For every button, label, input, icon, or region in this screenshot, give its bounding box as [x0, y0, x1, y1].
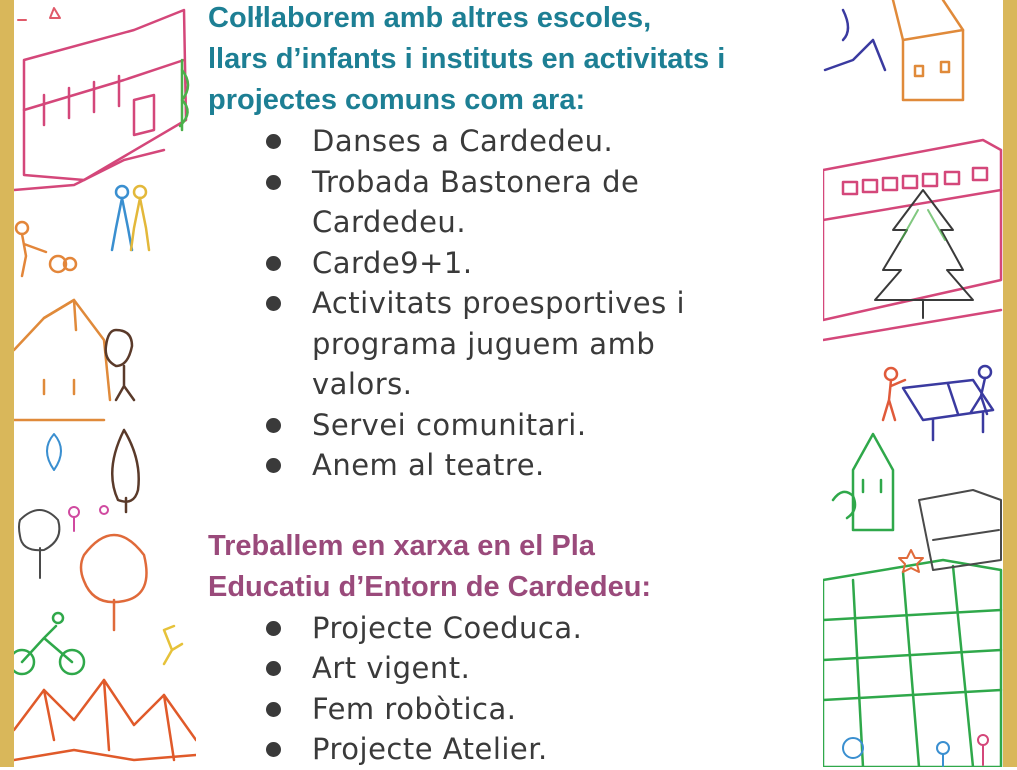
bullet-icon	[266, 418, 281, 433]
bullet-icon	[266, 256, 281, 271]
list-item	[208, 608, 820, 649]
list-item-text: Fem robòtica.	[312, 691, 517, 726]
list-item-text: Anem al teatre.	[312, 448, 545, 482]
mountains-drawing	[14, 680, 196, 760]
bullet-icon	[266, 661, 281, 676]
list-item	[208, 445, 820, 486]
bullet-icon	[266, 296, 281, 311]
bullet-icon	[266, 175, 281, 190]
section1-list	[208, 121, 820, 486]
people-playing-drawing	[883, 368, 905, 420]
list-item-text: Activitats proesportives i	[312, 286, 686, 320]
school-building-drawing	[14, 10, 186, 190]
heading-line: Educatiu d’Entorn de Cardedeu:	[208, 570, 652, 603]
heading-line: Treballem en xarxa en el Pla	[208, 529, 595, 562]
green-church-drawing	[823, 434, 1001, 767]
cyclist-drawing	[14, 613, 84, 674]
list-item	[208, 689, 820, 730]
list-item	[208, 729, 820, 770]
heading-line: llars d’infants i instituts en activitats i	[208, 43, 726, 75]
list-item-text: Servei comunitari.	[312, 407, 587, 442]
left-town-illustration	[14, 0, 196, 767]
bullet-icon	[266, 458, 281, 473]
list-item-text: Danses a Cardedeu.	[312, 124, 614, 158]
bullet-icon	[266, 702, 281, 717]
bullet-icon	[266, 134, 281, 149]
right-gold-border	[1003, 0, 1017, 767]
section2-list	[208, 608, 820, 770]
list-item-text: Cardedeu.	[312, 205, 467, 239]
list-item	[208, 283, 820, 405]
bullet-icon	[266, 742, 281, 757]
tower-drawing	[893, 0, 963, 100]
dark-tree-drawing	[106, 330, 139, 512]
list-item-text: Projecte Coeduca.	[312, 610, 583, 645]
list-item-text: Carde9+1.	[312, 245, 473, 280]
heading-line: projectes comuns com ara:	[208, 84, 586, 116]
section1-heading	[208, 0, 820, 121]
list-item-text: Art vigent.	[312, 651, 471, 685]
left-gold-border	[0, 0, 14, 767]
list-item-text: valors.	[312, 367, 413, 401]
right-town-illustration	[823, 0, 1003, 767]
church-drawing	[14, 300, 110, 420]
list-item	[208, 405, 820, 446]
school-building-drawing-right	[823, 140, 1001, 340]
people-drawing	[112, 186, 132, 250]
mountain-outline-drawing	[825, 10, 885, 70]
list-item-text: Trobada Bastonera de	[312, 164, 640, 199]
list-item	[208, 121, 820, 162]
ping-pong-table-drawing	[903, 366, 993, 440]
list-item	[208, 648, 820, 689]
section2-heading	[208, 526, 820, 608]
heading-line: Colłlaborem amb altres escoles,	[208, 2, 652, 34]
list-item-text: Projecte Atelier.	[312, 732, 548, 766]
list-item-text: programa juguem amb	[312, 326, 656, 361]
main-content	[208, 0, 820, 770]
list-item	[208, 162, 820, 243]
list-item	[208, 243, 820, 284]
bullet-icon	[266, 621, 281, 636]
